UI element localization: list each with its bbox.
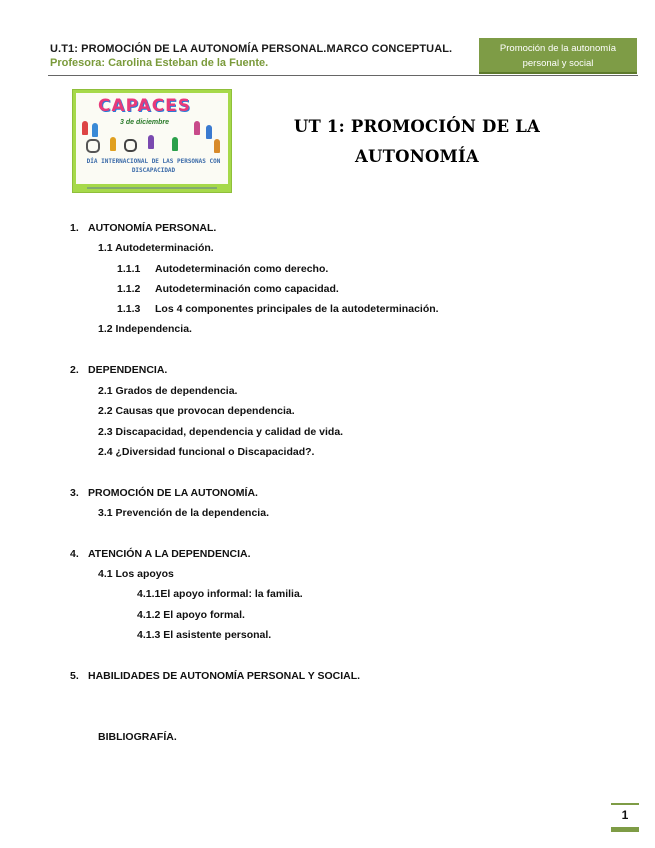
page-number-bottom-bar (611, 827, 639, 832)
toc-section-3 (70, 487, 258, 499)
page-number: 1 (621, 808, 629, 822)
poster-caption: DÍA INTERNACIONAL DE LAS PERSONAS CON DISCAPACIDAD (86, 158, 221, 174)
document-title-line2: AUTONOMÍA (355, 147, 479, 166)
person-icon (92, 123, 98, 137)
person-icon (206, 125, 212, 139)
toc-item: 4.1.1El apoyo informal: la familia. (137, 588, 303, 600)
person-icon (214, 139, 220, 153)
toc-section-4 (70, 548, 251, 560)
toc-number: 2. (70, 364, 79, 376)
toc-item: 2.1 Grados de dependencia. (98, 385, 238, 397)
person-icon (194, 121, 200, 135)
poster-title: CAPACES (98, 96, 192, 116)
toc-section-2 (70, 364, 167, 376)
toc-item: 1.1 Autodeterminación. (98, 242, 214, 254)
toc-label: Autodeterminación como capacidad. (155, 283, 339, 295)
toc-number: 4. (70, 548, 79, 560)
toc-item (117, 283, 339, 295)
toc-item: 1.2 Independencia. (98, 323, 192, 335)
toc-item: 4.1.3 El asistente personal. (137, 629, 272, 641)
toc-section-5 (70, 670, 360, 682)
person-icon (82, 121, 88, 135)
wheelchair-icon (86, 139, 100, 153)
document-title (282, 112, 552, 172)
header-title: U.T1: PROMOCIÓN DE LA AUTONOMÍA PERSONAL.MARCO CONCEPTUAL. (50, 43, 453, 55)
wheelchair-icon (124, 139, 137, 152)
toc-label: DEPENDENCIA. (88, 364, 168, 376)
header-teacher: Profesora: Carolina Esteban de la Fuente. (50, 57, 269, 69)
header-subject-line2: personal y social (522, 58, 594, 69)
toc-item (117, 263, 328, 275)
toc-item: 4.1.2 El apoyo formal. (137, 609, 245, 621)
person-icon (172, 137, 178, 151)
toc-number: 1.1.2 (117, 283, 141, 295)
toc-item: 4.1 Los apoyos (98, 568, 174, 580)
poster-footer-line (87, 187, 217, 189)
toc-label: PROMOCIÓN DE LA AUTONOMÍA. (88, 487, 258, 499)
toc-label: HABILIDADES DE AUTONOMÍA PERSONAL Y SOCIAL. (88, 670, 361, 682)
poster-date: 3 de diciembre (120, 119, 170, 126)
toc-number: 5. (70, 670, 79, 682)
toc-number: 3. (70, 487, 79, 499)
toc-label: Los 4 componentes principales de la autodeterminación. (155, 303, 439, 315)
toc-number: 1. (70, 222, 79, 234)
toc-item: 2.3 Discapacidad, dependencia y calidad de vida. (98, 426, 344, 438)
header-subject-line1: Promoción de la autonomía (499, 43, 617, 54)
toc-number: 1.1.1 (117, 263, 141, 275)
header-subject-box (479, 38, 637, 74)
toc-item: 2.2 Causas que provocan dependencia. (98, 405, 295, 417)
toc-label: AUTONOMÍA PERSONAL. (88, 222, 217, 234)
person-icon (148, 135, 154, 149)
person-icon (110, 137, 116, 151)
capaces-poster (72, 89, 232, 193)
toc-number: 1.1.3 (117, 303, 141, 315)
toc-item: 3.1 Prevención de la dependencia. (98, 507, 269, 519)
toc-label: ATENCIÓN A LA DEPENDENCIA. (88, 548, 251, 560)
page-number-top-bar (611, 803, 639, 805)
toc-section-1 (70, 222, 216, 234)
toc-bibliography: BIBLIOGRAFÍA. (98, 731, 177, 743)
document-title-line1: UT 1: PROMOCIÓN DE LA (293, 117, 541, 136)
header-divider (48, 75, 638, 76)
toc-label: Autodeterminación como derecho. (155, 263, 329, 275)
toc-item (117, 303, 439, 315)
toc-item: 2.4 ¿Diversidad funcional o Discapacidad?. (98, 446, 315, 458)
